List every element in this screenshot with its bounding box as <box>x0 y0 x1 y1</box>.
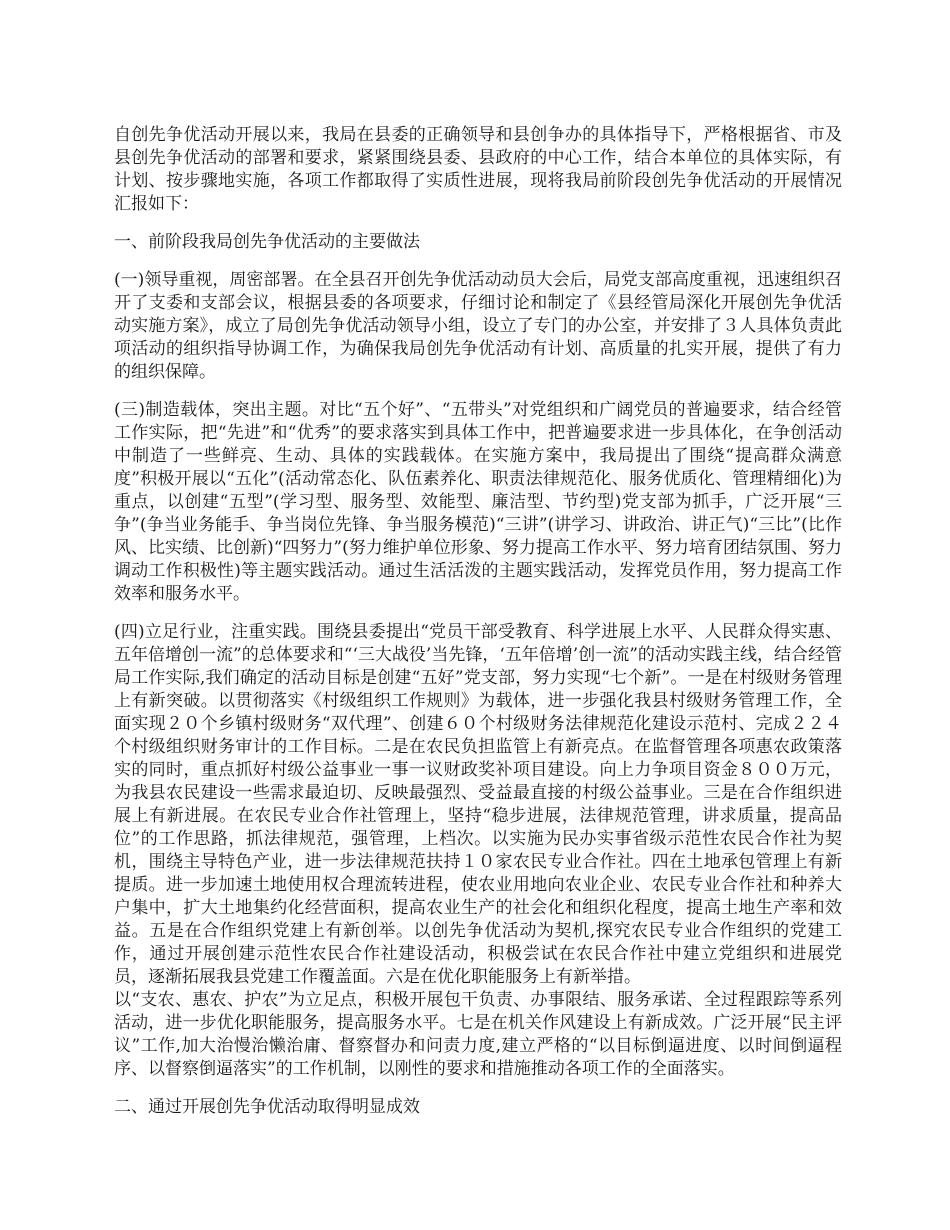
section-heading-1: 一、前阶段我局创先争优活动的主要做法 <box>114 232 420 252</box>
section-heading-2: 二、通过开展创先争优活动取得明显成效 <box>114 1097 420 1117</box>
paragraph-carrier: (三)制造载体，突出主题。对比“五个好”、“五带头”对党组织和广阔党员的普遍要求，结合经管工作实际，把“先进”和“优秀”的要求落实到具体工作中，把普遍要求进一步具体化，在争创活动中制造了一些鲜亮、生动、具体的实践载体。在实施方案中，我局提出了围绕“提高群众满意度”积极开展以“五化”(活动常态化、队伍素养化、职责法律规范化、服务优质化、管理精细化)为重点，以创建“五型”(学习型、服务型、效能型、廉洁型、节约型)党支部为抓手，广泛开展“三争”(争当业务能手、争当岗位先锋、争当服务模范)“三讲”(讲学习、讲政治、讲正气)“三比”(比作风、比实绩、比创新)“四努力”(努力维护单位形象、努力提高工作水平、努力培育团结氛围、努力调动工作积极性)等主题实践活动。通过生活活泼的主题实践活动，发挥党员作用，努力提高工作效率和服务水平。 <box>114 400 842 604</box>
paragraph-practice-part-1: (四)立足行业，注重实践。围绕县委提出“党员干部受教育、科学进展上水平、人民群众得实惠、五年倍增创一流”的总体要求和“‘三大战役’当先锋，‘五年倍增’创一流”的活动实践主线，结合经管局工作实际,我们确定的活动目标是创建“五好”党支部，努力实现“七个新”。一是在村级财务管理上有新突破。以贯彻落实《村级组织工作规则》为载体，进一步强化我县村级财务管理工作，全面实现２０个乡镇村级财务“双代理”、创建６０个村级财务法律规范化建设示范村、完成２２４个村级组织财务审计的工作目标。二是在农民负担监管上有新亮点。在监督管理各项惠农政策落实的同时，重点抓好村级公益事业一事一议财政奖补项目建设。向上力争项目资金８００万元，为我县农民建设一些需求最迫切、反映最强烈、受益最直接的村级公益事业。三是在合作组织进展上有新进展。在农民专业合作社管理上，坚持“稳步进展，法律规范管理，讲求质量，提高品位”的工作思路，抓法律规范，强管理，上档次。以实施为民办实事省级示范性农民合作社为契机，围绕主导特色产业，进一步法律规范扶持１０家农民专业合作社。四在土地承包管理上有新提质。进一步加速土地使用权合理流转进程，使农业用地向农业企业、农民专业合作社和种养大户集中，扩大土地集约化经营面积，提高农业生产的社会化和组织化程度，提高土地生产率和效益。五是在合作组织党建上有新创举。以创先争优活动为契机,探究农民专业合作组织的党建工作，通过开展创建示范性农民合作社建设活动，积极尝试在农民合作社中建立党组织和进展党员，逐渐拓展我县党建工作覆盖面。六是在优化职能服务上有新举措。 <box>114 622 842 987</box>
intro-paragraph: 自创先争优活动开展以来，我局在县委的正确领导和县创争办的具体指导下，严格根据省、市及县创先争优活动的部署和要求，紧紧围绕县委、县政府的中心工作，结合本单位的具体实际，有计划、按步骤地实施，各项工作都取得了实质性进展，现将我局前阶段创先争优活动的开展情况汇报如下： <box>114 125 842 214</box>
paragraph-leadership: (一)领导重视，周密部署。在全县召开创先争优活动动员大会后，局党支部高度重视，迅速组织召开了支委和支部会议，根据县委的各项要求，仔细讨论和制定了《县经管局深化开展创先争优活动实施方案》，成立了局创先争优活动领导小组，设立了专门的办公室，并安排了３人具体负责此项活动的组织指导协调工作，为确保我局创先争优活动有计划、高质量的扎实开展，提供了有力的组织保障。 <box>114 270 842 382</box>
paragraph-practice-part-2: 以“支农、惠农、护农”为立足点，积极开展包干负责、办事限结、服务承诺、全过程跟踪等系列活动，进一步优化职能服务，提高服务水平。七是在机关作风建设上有新成效。广泛开展“民主评议”工作,加大治慢治懒治庸、督察督办和问责力度,建立严格的“以目标倒逼进度、以时间倒逼程序、以督察倒逼落实”的工作机制，以刚性的要求和措施推动各项工作的全面落实。 <box>114 990 842 1079</box>
document-body <box>114 124 842 1134</box>
paragraph-practice <box>114 621 842 1081</box>
